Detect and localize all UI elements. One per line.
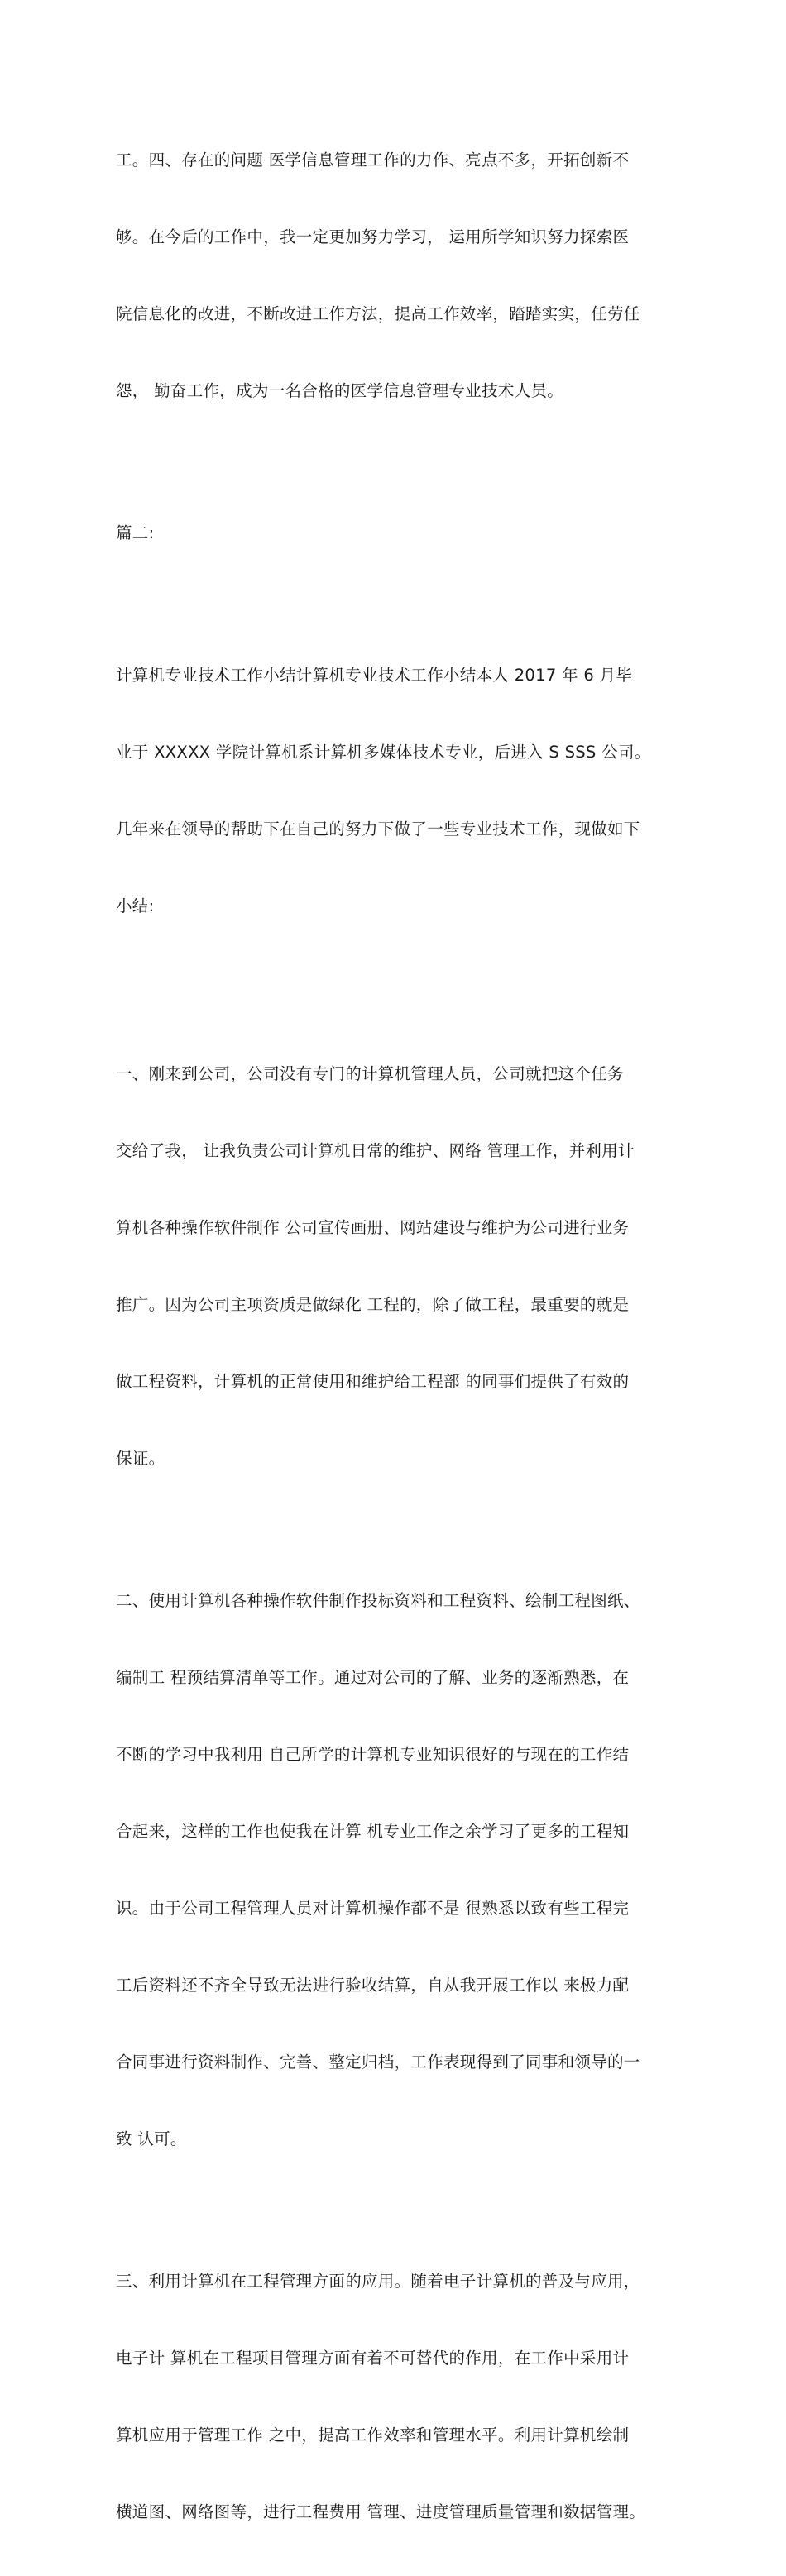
text-line: 够。在今后的工作中，我一定更加努力学习， 运用所学知识努力探索医 (116, 227, 630, 246)
text-line: 怨， 勤奋工作，成为一名合格的医学信息管理专业技术人员。 (116, 381, 564, 400)
text-line: 几年来在领导的帮助下在自己的努力下做了一些专业技术工作，现做如下 (116, 820, 640, 839)
paragraph-spacer (116, 970, 675, 1010)
text-line: 篇二: (116, 523, 155, 542)
text-line: 保证。 (116, 1449, 165, 1468)
paragraph-spacer (116, 2203, 675, 2217)
paragraph-spacer (116, 1522, 675, 1537)
text-line: 交给了我， 让我负责公司计算机日常的维护、网络 管理工作，并利用计 (116, 1141, 635, 1160)
text-line: 横道图、网络图等，进行工程费用 管理、进度管理质量管理和数据管理。 (116, 2502, 646, 2521)
text-line: 编制工 程预结算清单等工作。通过对公司的了解、业务的逐渐熟悉，在 (116, 1668, 630, 1687)
text-line: 做工程资料，计算机的正常使用和维护给工程部 的同事们提供了有效的 (116, 1372, 630, 1391)
paragraph-point-two (116, 1537, 675, 2203)
document-page (116, 96, 675, 2576)
text-line: 一、刚来到公司，公司没有专门的计算机管理人员，公司就把这个任务 (116, 1064, 624, 1083)
paragraph-point-three (116, 2217, 675, 2576)
text-line: 小结: (116, 896, 155, 915)
text-line: 合同事进行资料制作、完善、整定归档，工作表现得到了同事和领导的一 (116, 2053, 640, 2072)
text-line: 业于 XXXXX 学院计算机系计算机多媒体技术专业，后进入 S SSS 公司。 (116, 743, 651, 762)
text-line: 致 认可。 (116, 2129, 187, 2148)
text-line: 电子计 算机在工程项目管理方面有着不可替代的作用，在工作中采用计 (116, 2349, 630, 2368)
section-heading (116, 469, 675, 597)
text-line: 推广。因为公司主项资质是做绿化 工程的，除了做工程，最重要的就是 (116, 1295, 630, 1314)
text-line: 院信息化的改进，不断改进工作方法，提高工作效率，踏踏实实，任劳任 (116, 304, 640, 323)
paragraph-spacer (116, 597, 675, 611)
text-line: 不断的学习中我利用 自己所学的计算机专业知识很好的与现在的工作结 (116, 1745, 630, 1764)
text-line: 三、利用计算机在工程管理方面的应用。随着电子计算机的普及与应用， (116, 2272, 640, 2291)
paragraph-spacer (116, 455, 675, 469)
text-line: 工后资料还不齐全导致无法进行验收结算，自从我开展工作以 来极力配 (116, 1976, 630, 1995)
text-line: 算机各种操作软件制作 公司宣传画册、网站建设与维护为公司进行业务 (116, 1218, 630, 1237)
text-line: 计算机专业技术工作小结计算机专业技术工作小结本人 2017 年 6 月毕 (116, 666, 633, 685)
text-line: 合起来，这样的工作也使我在计算 机专业工作之余学习了更多的工程知 (116, 1822, 630, 1841)
text-line: 二、使用计算机各种操作软件制作投标资料和工程资料、绘制工程图纸、 (116, 1591, 640, 1610)
text-line: 算机应用于管理工作 之中，提高工作效率和管理水平。利用计算机绘制 (116, 2425, 630, 2445)
text-line: 识。由于公司工程管理人员对计算机操作都不是 很熟悉以致有些工程完 (116, 1899, 630, 1918)
paragraph-point-one (116, 1010, 675, 1522)
paragraph-conclusion (116, 96, 675, 455)
text-line: 工。四、存在的问题 医学信息管理工作的力作、亮点不多，开拓创新不 (116, 151, 630, 170)
paragraph-intro (116, 611, 675, 970)
